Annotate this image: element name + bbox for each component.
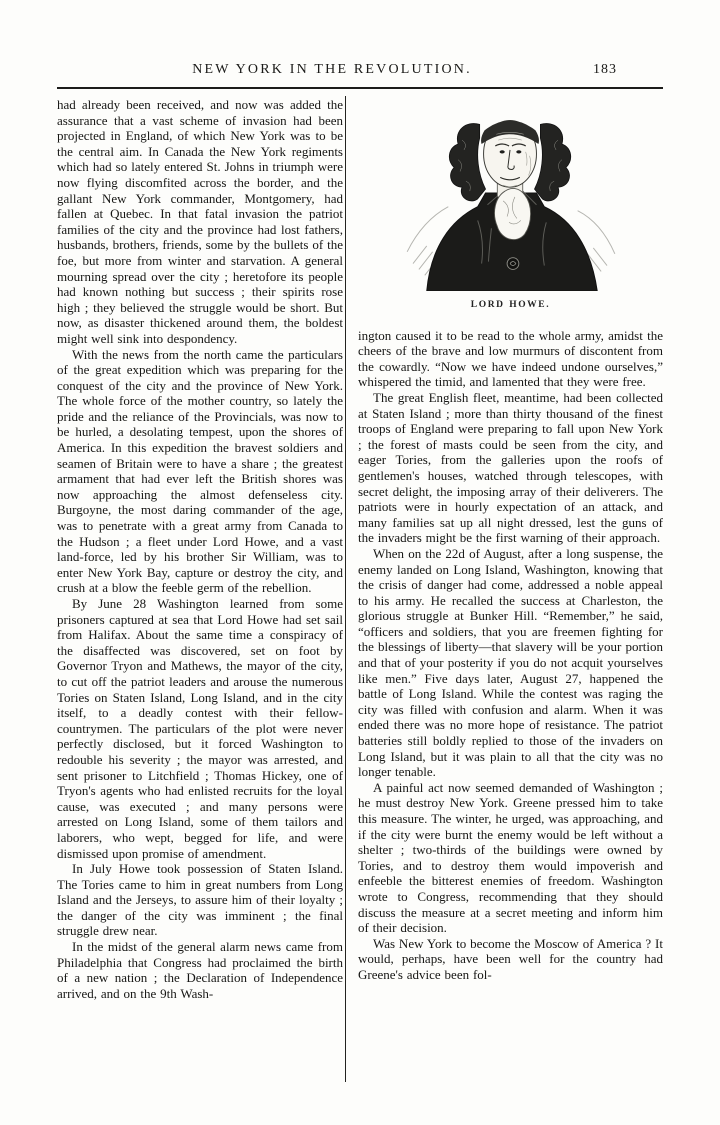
paragraph: Was New York to become the Moscow of America ? It would, perhaps, have been well for the country had Greene's advice been fol- bbox=[358, 935, 663, 982]
figure-caption: LORD HOWE. bbox=[470, 300, 551, 310]
paragraph: had already been received, and now was added the assurance that a vast scheme of invasion had been projected in England, of which New York was to be the central aim. In Canada the New York regiments which had so lately entered St. Johns in triumph were now flying discomfited across the border, and the gallant New York commander, Montgomery, had fallen at Quebec. In that fatal invasion the patriot families of the city and the province had lost fathers, husbands, brothers, friends, some by the bullets of the foe, but more from winter and starvation. A general mourning spread over the city ; heretofore its people had known nothing but success ; their spirits rose high ; they believed the struggle would be short. But now, as disaster thickened around them, the boldest might well sink into despondency. bbox=[57, 97, 343, 346]
lord-howe-portrait-engraving bbox=[393, 97, 629, 291]
right-column bbox=[358, 97, 663, 983]
paragraph: A painful act now seemed demanded of Washington ; he must destroy New York. Greene pressed him to take this measure. The winter, he urged, was approaching, and if the city were burnt the enemy would be left without a shelter ; two-thirds of the buildings were owned by Tories, and to destroy them would impoverish and enfeeble the bitterest enemies of freedom. Washington wrote to Congress, recommending that they should discuss the measure at a secret meeting and inform him of their decision. bbox=[358, 779, 663, 936]
portrait-figure bbox=[358, 97, 663, 314]
paragraph: In July Howe took possession of Staten Island. The Tories came to him in great numbers from Long Island and the Jerseys, to assure him of their loyalty ; the danger of the city was imminent ; the final struggle drew near. bbox=[57, 861, 343, 939]
paragraph: By June 28 Washington learned from some prisoners captured at sea that Lord Howe had set sail from Halifax. About the same time a conspiracy of the disaffected was discovered, set on foot by Governor Tryon and Mathews, the mayor of the city, to cut off the patriot leaders and arouse the numerous Tories on Staten Island, Long Island, and in the city itself, to a deadly contest with their fellow-countrymen. The particulars of the plot were never perfectly disclosed, but it forced Washington to redouble his severity ; the mayor was arrested, and sent prisoner to Litchfield ; Thomas Hickey, one of Tryon's agents who had enlisted recruits for the loyal cause, was executed ; and many persons were arrested on Long Island, some of them tailors and laborers, who wept, begged for life, and were dismissed upon promise of amendment. bbox=[57, 596, 343, 861]
running-head bbox=[57, 62, 663, 82]
paragraph: The great English fleet, meantime, had been collected at Staten Island ; more than thirty thousand of the finest troops of England were preparing to fall upon New York ; the forest of masts could be seen from the city, and eager Tories, from the galleries upon the roofs of gentlemen's houses, watched through telescopes, with secret delight, the imposing array of their deliverers. The patriots were in hourly expectation of an attack, and many families sat up all night dressed, lest the guns of the invaders might be the first warning of their approach. bbox=[358, 389, 663, 546]
page-number: 183 bbox=[593, 62, 617, 77]
column-divider bbox=[345, 96, 346, 1082]
paragraph: In the midst of the general alarm news came from Philadelphia that Congress had proclaimed the birth of a new nation ; the Declaration of Independence arrived, and on the 9th Wash- bbox=[57, 939, 343, 1001]
paragraph: With the news from the north came the particulars of the great expedition which was preparing for the conquest of the city and the province of New York. The whole force of the mother country, so lately the pride and the reliance of the Provincials, was now to be hurled, a desolating tempest, upon the shores of America. In this expedition the bravest soldiers and seamen of Britain were to have a share ; the greatest armament that had ever left the British shores was now approaching the almost defenseless city. Burgoyne, the most daring commander of the age, was to penetrate with a great army from Canada to the Hudson ; a fleet under Lord Howe, and a vast land-force, led by his brother Sir William, was to enter New York Bay, capture or destroy the city, and crush at a blow the feeble germ of the rebellion. bbox=[57, 346, 343, 596]
running-head-title: NEW YORK IN THE REVOLUTION. bbox=[192, 62, 472, 77]
paragraph: When on the 22d of August, after a long suspense, the enemy landed on Long Island, Washington, knowing that the crisis of danger had come, addressed a noble appeal to his army. He recalled the success at Charleston, the glorious struggle at Bunker Hill. “Remember,” he said, “officers and soldiers, that you are freemen fighting for the blessings of liberty—that slavery will be your portion and that of your posterity if you do not acquit yourselves like men.” Five days later, August 27, happened the battle of Long Island. While the contest was raging the city was filled with confusion and alarm. When it was ended there was no more hope of resistance. The patriot batteries still boldly replied to those of the invaders on Long Island, but it was plain to all that the city was no longer tenable. bbox=[358, 545, 663, 780]
paragraph: ington caused it to be read to the whole army, amidst the cheers of the brave and low murmurs of discontent from the cowardly. “Now we have indeed undone ourselves,” whispered the timid, and lamented that they were free. bbox=[358, 327, 663, 390]
left-column bbox=[57, 97, 343, 1001]
right-column-text bbox=[358, 328, 663, 983]
header-rule bbox=[57, 87, 663, 89]
